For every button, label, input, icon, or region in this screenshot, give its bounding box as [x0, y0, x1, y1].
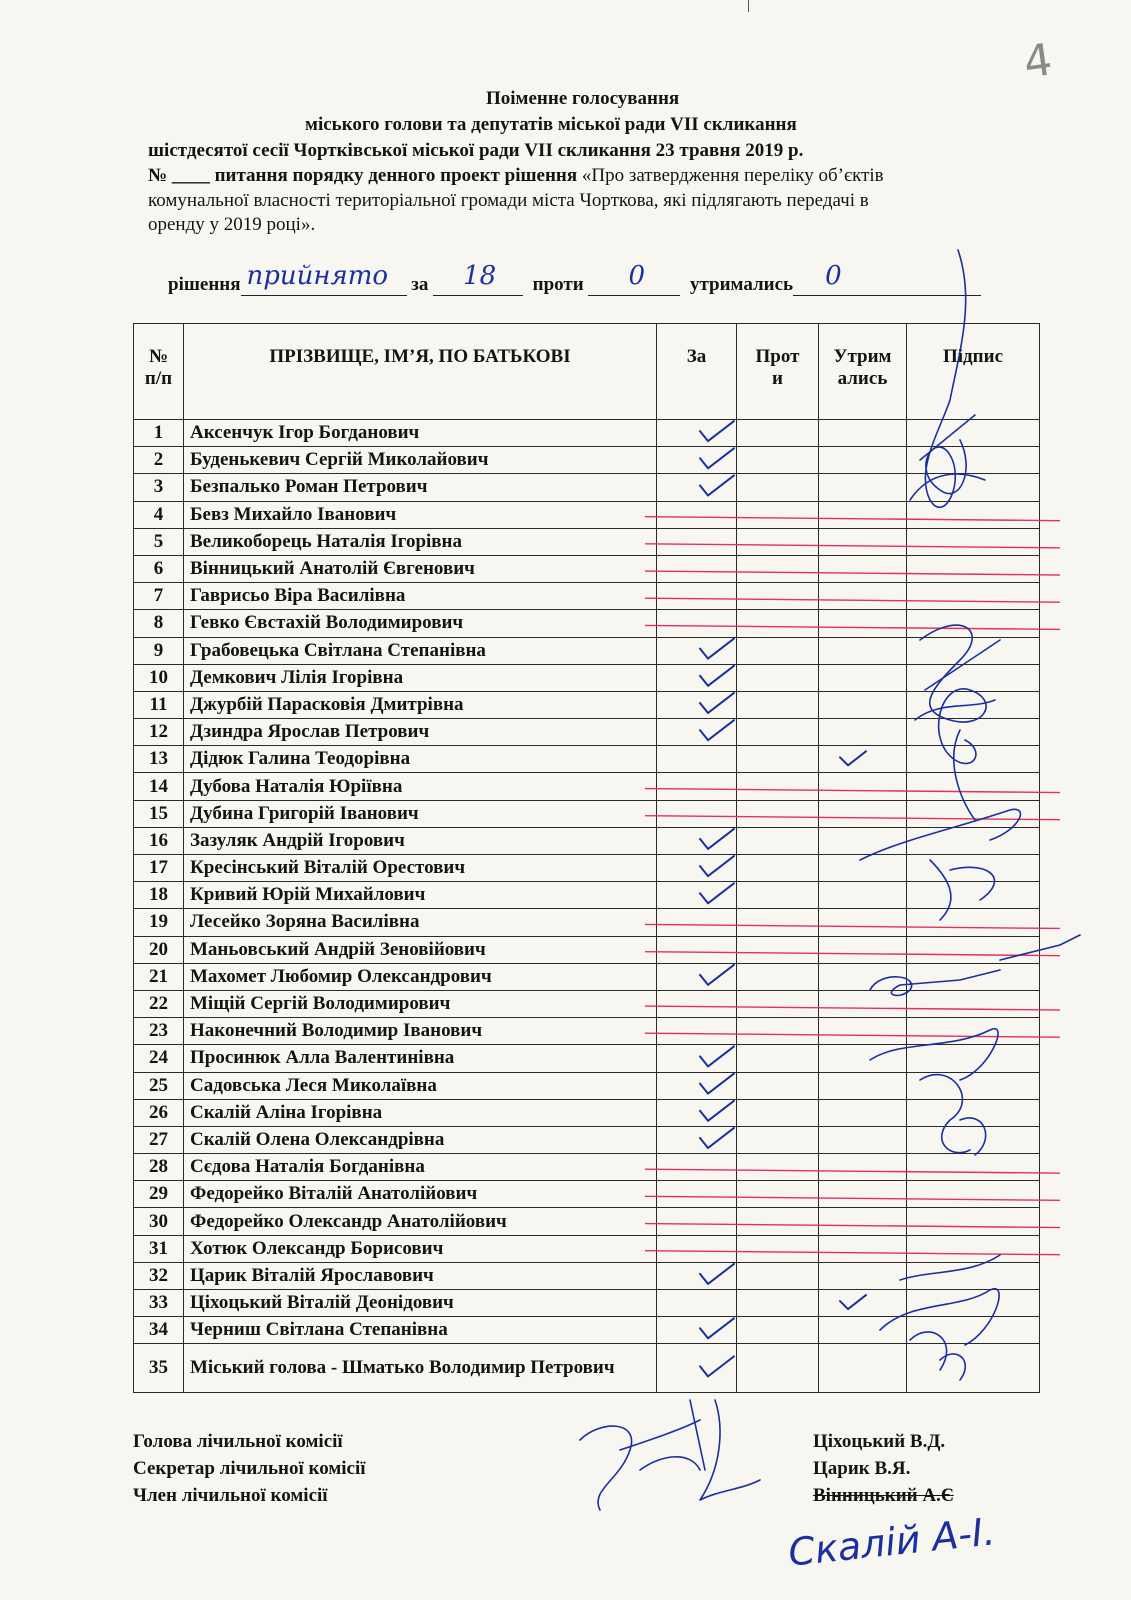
vote-against-cell: [737, 1344, 819, 1393]
vote-against-cell: [737, 1290, 819, 1317]
vote-for-cell: [657, 610, 737, 637]
signature-cell: [907, 882, 1040, 909]
deputy-name: Гевко Євстахій Володимирович: [184, 610, 657, 637]
signature-cell: [907, 474, 1040, 501]
vote-abstained-cell: [819, 963, 907, 990]
signature-cell: [907, 583, 1040, 610]
row-number: 13: [134, 746, 184, 773]
row-number: 10: [134, 664, 184, 691]
vote-abstained-cell: [819, 1126, 907, 1153]
role-member: Член лічильної комісії: [133, 1485, 328, 1506]
deputy-name: Гаврисьо Віра Василівна: [184, 583, 657, 610]
commission-roles: [133, 1428, 366, 1509]
col-header-num: № п/п: [134, 324, 184, 420]
abstained-value: 0: [825, 261, 842, 291]
table-row: [134, 909, 1040, 936]
vote-against-cell: [737, 1154, 819, 1181]
deputy-name: Дубова Наталія Юріївна: [184, 773, 657, 800]
signature-cell: [907, 610, 1040, 637]
deputy-name: Безпалько Роман Петрович: [184, 474, 657, 501]
deputy-name: Великоборець Наталія Ігорівна: [184, 528, 657, 555]
signature-cell: [907, 1344, 1040, 1393]
signature-cell: [907, 963, 1040, 990]
table-row: [134, 1344, 1040, 1393]
vote-against-cell: [737, 936, 819, 963]
vote-against-cell: [737, 1181, 819, 1208]
vote-against-cell: [737, 1262, 819, 1289]
vote-for-cell: [657, 882, 737, 909]
vote-for-cell: [657, 990, 737, 1017]
signature-cell: [907, 447, 1040, 474]
vote-for-cell: [657, 1344, 737, 1393]
table-row: [134, 773, 1040, 800]
row-number: 3: [134, 474, 184, 501]
row-number: 11: [134, 691, 184, 718]
table-row: [134, 1072, 1040, 1099]
table-row: [134, 474, 1040, 501]
vote-for-cell: [657, 664, 737, 691]
signature-cell: [907, 528, 1040, 555]
vote-abstained-cell: [819, 719, 907, 746]
row-number: 9: [134, 637, 184, 664]
decision-summary: [168, 261, 981, 296]
vote-abstained-cell: [819, 773, 907, 800]
row-number: 16: [134, 827, 184, 854]
table-row: [134, 1181, 1040, 1208]
deputy-name: Кресінський Віталій Орестович: [184, 855, 657, 882]
for-blank: [433, 261, 523, 296]
deputy-name: Дубина Григорій Іванович: [184, 800, 657, 827]
vote-against-cell: [737, 555, 819, 582]
vote-against-cell: [737, 746, 819, 773]
vote-against-cell: [737, 1317, 819, 1344]
header-line-3: шістдесятої сесії Чортківської міської ради VII скликання 23 травня 2019 р.: [148, 140, 804, 161]
table-row: [134, 882, 1040, 909]
signature-cell: [907, 1262, 1040, 1289]
vote-abstained-cell: [819, 855, 907, 882]
deputy-name: Маньовський Андрій Зеновійович: [184, 936, 657, 963]
col-header-signature: Підпис: [907, 324, 1040, 420]
table-row: [134, 1208, 1040, 1235]
deputy-name: Садовська Леся Миколаївна: [184, 1072, 657, 1099]
roll-call-table: [133, 323, 1040, 1393]
deputy-name: Грабовецька Світлана Степанівна: [184, 637, 657, 664]
row-number: 8: [134, 610, 184, 637]
signature-cell: [907, 1317, 1040, 1344]
vote-against-cell: [737, 990, 819, 1017]
signature-cell: [907, 936, 1040, 963]
deputy-name: Просинюк Алла Валентинівна: [184, 1045, 657, 1072]
deputy-name: Махомет Любомир Олександрович: [184, 963, 657, 990]
vote-against-cell: [737, 963, 819, 990]
decision-label: рішення: [168, 274, 241, 295]
table-row: [134, 1235, 1040, 1262]
vote-against-cell: [737, 664, 819, 691]
header-line-4-bold: № ____ питання порядку денного проект рішення: [148, 165, 578, 186]
vote-for-cell: [657, 1099, 737, 1126]
row-number: 26: [134, 1099, 184, 1126]
table-row: [134, 691, 1040, 718]
handwritten-page-number: 4: [1020, 34, 1056, 89]
vote-against-cell: [737, 800, 819, 827]
signature-cell: [907, 691, 1040, 718]
signature-cell: [907, 1154, 1040, 1181]
vote-against-cell: [737, 882, 819, 909]
signature-cell: [907, 501, 1040, 528]
role-chair: Голова лічильної комісії: [133, 1431, 343, 1452]
vote-abstained-cell: [819, 936, 907, 963]
table-row: [134, 1126, 1040, 1153]
vote-against-cell: [737, 855, 819, 882]
vote-abstained-cell: [819, 610, 907, 637]
against-blank: [588, 261, 680, 296]
vote-against-cell: [737, 1018, 819, 1045]
row-number: 1: [134, 420, 184, 447]
row-number: 29: [134, 1181, 184, 1208]
signature-cell: [907, 773, 1040, 800]
signature-cell: [907, 1045, 1040, 1072]
vote-against-cell: [737, 691, 819, 718]
vote-abstained-cell: [819, 1208, 907, 1235]
vote-abstained-cell: [819, 501, 907, 528]
row-number: 7: [134, 583, 184, 610]
table-row: [134, 1045, 1040, 1072]
table-row: [134, 990, 1040, 1017]
vote-against-cell: [737, 637, 819, 664]
vote-abstained-cell: [819, 1235, 907, 1262]
vote-for-cell: [657, 1181, 737, 1208]
row-number: 4: [134, 501, 184, 528]
decision-value: прийнято: [246, 261, 389, 291]
vote-for-cell: [657, 1018, 737, 1045]
table-row: [134, 610, 1040, 637]
col-header-abstained: Утримались: [819, 324, 907, 420]
vote-for-cell: [657, 773, 737, 800]
vote-for-cell: [657, 1072, 737, 1099]
table-row: [134, 963, 1040, 990]
row-number: 18: [134, 882, 184, 909]
vote-against-cell: [737, 909, 819, 936]
vote-against-cell: [737, 827, 819, 854]
role-secretary: Секретар лічильної комісії: [133, 1458, 366, 1479]
abstained-blank: [793, 261, 981, 296]
deputy-name: Скалій Аліна Ігорівна: [184, 1099, 657, 1126]
table-row: [134, 719, 1040, 746]
deputy-name: Дідюк Галина Теодорівна: [184, 746, 657, 773]
vote-against-cell: [737, 501, 819, 528]
vote-abstained-cell: [819, 1072, 907, 1099]
signature-cell: [907, 800, 1040, 827]
deputy-name: Демкович Лілія Ігорівна: [184, 664, 657, 691]
deputy-name: Наконечний Володимир Іванович: [184, 1018, 657, 1045]
deputy-name: Дзиндра Ярослав Петрович: [184, 719, 657, 746]
deputy-name: Ціхоцький Віталій Деонідович: [184, 1290, 657, 1317]
row-number: 2: [134, 447, 184, 474]
row-number: 20: [134, 936, 184, 963]
vote-against-cell: [737, 420, 819, 447]
row-number: 35: [134, 1344, 184, 1393]
row-number: 25: [134, 1072, 184, 1099]
table-row: [134, 800, 1040, 827]
vote-for-cell: [657, 1317, 737, 1344]
row-number: 24: [134, 1045, 184, 1072]
header-line-4-normal: «Про затвердження переліку об’єктів: [577, 165, 884, 186]
row-number: 33: [134, 1290, 184, 1317]
vote-against-cell: [737, 1235, 819, 1262]
vote-for-cell: [657, 1262, 737, 1289]
vote-abstained-cell: [819, 990, 907, 1017]
vote-abstained-cell: [819, 691, 907, 718]
row-number: 12: [134, 719, 184, 746]
vote-abstained-cell: [819, 882, 907, 909]
deputy-name: Буденькевич Сергій Миколайович: [184, 447, 657, 474]
row-number: 17: [134, 855, 184, 882]
table-row: [134, 447, 1040, 474]
deputy-name: Черниш Світлана Степанівна: [184, 1317, 657, 1344]
vote-for-cell: [657, 691, 737, 718]
deputy-name: Кривий Юрій Михайлович: [184, 882, 657, 909]
table-row: [134, 664, 1040, 691]
vote-against-cell: [737, 583, 819, 610]
name-secretary: Царик В.Я.: [813, 1458, 911, 1479]
abstained-label: утримались: [689, 274, 794, 295]
signature-cell: [907, 1235, 1040, 1262]
vote-against-cell: [737, 719, 819, 746]
signature-cell: [907, 1018, 1040, 1045]
vote-abstained-cell: [819, 1154, 907, 1181]
deputy-name: Федорейко Віталій Анатолійович: [184, 1181, 657, 1208]
table-row: [134, 855, 1040, 882]
vote-for-cell: [657, 963, 737, 990]
vote-for-cell: [657, 637, 737, 664]
row-number: 14: [134, 773, 184, 800]
table-row: [134, 637, 1040, 664]
row-number: 27: [134, 1126, 184, 1153]
deputy-name: Хотюк Олександр Борисович: [184, 1235, 657, 1262]
table-row: [134, 528, 1040, 555]
deputy-name: Бевз Михайло Іванович: [184, 501, 657, 528]
vote-for-cell: [657, 1126, 737, 1153]
table-row: [134, 501, 1040, 528]
against-value: 0: [628, 261, 645, 291]
row-number: 15: [134, 800, 184, 827]
vote-against-cell: [737, 474, 819, 501]
header-line-5: комунальної власності територіальної громади міста Чорткова, які підлягають передачі в: [148, 190, 869, 211]
table-header-row: [134, 324, 1040, 420]
table-row: [134, 583, 1040, 610]
vote-abstained-cell: [819, 746, 907, 773]
table-row: [134, 1018, 1040, 1045]
vote-abstained-cell: [819, 420, 907, 447]
col-header-against: Проти: [737, 324, 819, 420]
vote-for-cell: [657, 420, 737, 447]
signature-cell: [907, 1290, 1040, 1317]
deputy-name: Аксенчук Ігор Богданович: [184, 420, 657, 447]
deputy-name: Джурбій Парасковія Дмитрівна: [184, 691, 657, 718]
deputy-name: Зазуляк Андрій Ігорович: [184, 827, 657, 854]
header-line-2: міського голови та депутатів міської ради VII скликання: [305, 114, 797, 135]
signature-cell: [907, 855, 1040, 882]
deputy-name: Федорейко Олександр Анатолійович: [184, 1208, 657, 1235]
signature-cell: [907, 420, 1040, 447]
row-number: 22: [134, 990, 184, 1017]
row-number: 31: [134, 1235, 184, 1262]
table-row: [134, 746, 1040, 773]
signature-cell: [907, 719, 1040, 746]
vote-for-cell: [657, 1154, 737, 1181]
row-number: 5: [134, 528, 184, 555]
vote-for-cell: [657, 1235, 737, 1262]
vote-against-cell: [737, 1072, 819, 1099]
vote-abstained-cell: [819, 1018, 907, 1045]
vote-abstained-cell: [819, 1181, 907, 1208]
vote-abstained-cell: [819, 1045, 907, 1072]
vote-abstained-cell: [819, 447, 907, 474]
row-number: 32: [134, 1262, 184, 1289]
for-label: за: [411, 274, 429, 295]
table-row: [134, 1290, 1040, 1317]
against-label: проти: [532, 274, 584, 295]
handwritten-member-name: Скалій А-І.: [786, 1509, 998, 1575]
signature-cell: [907, 827, 1040, 854]
document-title: Поіменне голосування: [486, 88, 680, 109]
col-header-for: За: [657, 324, 737, 420]
table-row: [134, 936, 1040, 963]
deputy-name: Царик Віталій Ярославович: [184, 1262, 657, 1289]
vote-abstained-cell: [819, 800, 907, 827]
header-line-4: [148, 165, 884, 187]
vote-against-cell: [737, 610, 819, 637]
vote-abstained-cell: [819, 1099, 907, 1126]
signature-cell: [907, 637, 1040, 664]
table-row: [134, 1262, 1040, 1289]
signature-cell: [907, 746, 1040, 773]
deputy-name: Міщій Сергій Володимирович: [184, 990, 657, 1017]
vote-for-cell: [657, 555, 737, 582]
footer-signature-2: [690, 1400, 760, 1500]
row-number: 21: [134, 963, 184, 990]
decision-blank: [241, 261, 407, 296]
vote-for-cell: [657, 1290, 737, 1317]
row-number: 28: [134, 1154, 184, 1181]
vote-abstained-cell: [819, 555, 907, 582]
vote-abstained-cell: [819, 583, 907, 610]
row-number: 34: [134, 1317, 184, 1344]
vote-for-cell: [657, 528, 737, 555]
signature-cell: [907, 1208, 1040, 1235]
table-row: [134, 1317, 1040, 1344]
vote-abstained-cell: [819, 1290, 907, 1317]
vote-for-cell: [657, 447, 737, 474]
vote-against-cell: [737, 528, 819, 555]
scan-edge-mark: [748, 0, 749, 12]
vote-abstained-cell: [819, 664, 907, 691]
col-header-name: ПРІЗВИЩЕ, ІМ’Я, ПО БАТЬКОВІ: [184, 324, 657, 420]
commission-names: [813, 1428, 954, 1509]
header-line-6: оренду у 2019 році».: [148, 214, 316, 235]
row-number: 30: [134, 1208, 184, 1235]
table-row: [134, 1099, 1040, 1126]
signature-cell: [907, 990, 1040, 1017]
vote-for-cell: [657, 800, 737, 827]
footer-signature-1: [580, 1420, 700, 1510]
table-row: [134, 1154, 1040, 1181]
signature-cell: [907, 1181, 1040, 1208]
signature-cell: [907, 555, 1040, 582]
vote-for-cell: [657, 474, 737, 501]
vote-abstained-cell: [819, 909, 907, 936]
deputy-name: Вінницький Анатолій Євгенович: [184, 555, 657, 582]
deputy-name: Скалій Олена Олександрівна: [184, 1126, 657, 1153]
vote-against-cell: [737, 1126, 819, 1153]
signature-cell: [907, 664, 1040, 691]
vote-abstained-cell: [819, 1344, 907, 1393]
signature-cell: [907, 909, 1040, 936]
row-number: 23: [134, 1018, 184, 1045]
vote-abstained-cell: [819, 637, 907, 664]
table-row: [134, 555, 1040, 582]
vote-against-cell: [737, 773, 819, 800]
signature-cell: [907, 1126, 1040, 1153]
vote-for-cell: [657, 719, 737, 746]
vote-against-cell: [737, 1208, 819, 1235]
vote-against-cell: [737, 447, 819, 474]
table-row: [134, 827, 1040, 854]
vote-abstained-cell: [819, 827, 907, 854]
for-value: 18: [463, 261, 497, 291]
deputy-name: Сєдова Наталія Богданівна: [184, 1154, 657, 1181]
vote-abstained-cell: [819, 1317, 907, 1344]
deputy-name: Лесейко Зоряна Василівна: [184, 909, 657, 936]
vote-abstained-cell: [819, 528, 907, 555]
row-number: 6: [134, 555, 184, 582]
row-number: 19: [134, 909, 184, 936]
name-chair: Ціхоцький В.Д.: [813, 1431, 946, 1452]
vote-for-cell: [657, 909, 737, 936]
vote-for-cell: [657, 501, 737, 528]
vote-for-cell: [657, 827, 737, 854]
vote-for-cell: [657, 1208, 737, 1235]
vote-abstained-cell: [819, 474, 907, 501]
vote-abstained-cell: [819, 1262, 907, 1289]
deputy-name: Міський голова - Шматько Володимир Петрович: [184, 1344, 657, 1393]
vote-against-cell: [737, 1045, 819, 1072]
table-row: [134, 420, 1040, 447]
vote-for-cell: [657, 1045, 737, 1072]
vote-for-cell: [657, 583, 737, 610]
vote-for-cell: [657, 746, 737, 773]
vote-for-cell: [657, 936, 737, 963]
vote-against-cell: [737, 1099, 819, 1126]
name-member: Вінницький А.Є: [813, 1485, 954, 1506]
signature-cell: [907, 1099, 1040, 1126]
signature-cell: [907, 1072, 1040, 1099]
vote-for-cell: [657, 855, 737, 882]
